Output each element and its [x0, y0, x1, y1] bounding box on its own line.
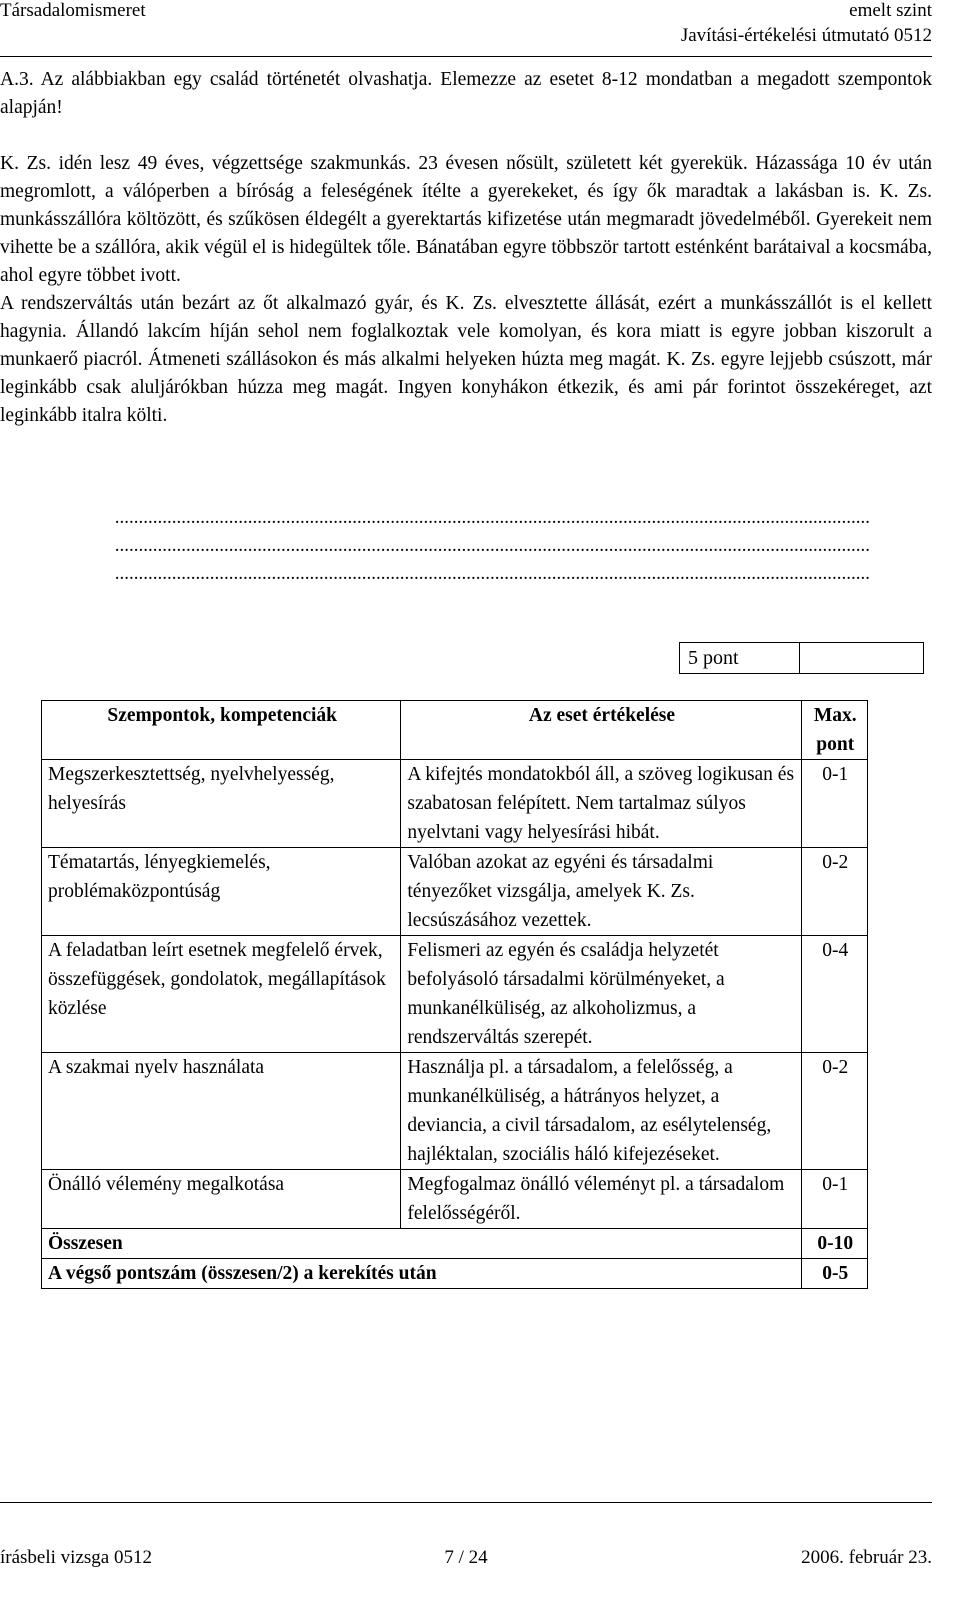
table-row — [42, 1170, 868, 1229]
evaluation-cell: Használja pl. a társadalom, a felelősség, a munkanélküliség, a hátrányos helyzet, a deviancia, a civil társadalom, az esélytelenség, hajléktalan, szociális háló kifejezéseket. — [401, 1053, 801, 1170]
answer-line-2: ............................................................................................................................................................... — [114, 535, 870, 556]
exam-code: írásbeli vizsga 0512 — [0, 1547, 152, 1568]
total-row — [42, 1229, 868, 1259]
answer-line-3: ............................................................................................................................................................... — [114, 563, 870, 584]
points-cell: 0-2 — [801, 1053, 867, 1170]
page-header — [0, 0, 932, 57]
table-row — [42, 936, 868, 1053]
points-cell: 0-1 — [801, 1170, 867, 1229]
final-score-label: A végső pontszám (összesen/2) a kerekítés után — [42, 1259, 802, 1289]
points-cell: 0-1 — [801, 760, 867, 848]
table-row — [42, 1053, 868, 1170]
task-text — [0, 66, 932, 430]
criterion-cell: Tématartás, lényegkiemelés, problémaközpontúság — [42, 848, 401, 936]
exam-date: 2006. február 23. — [801, 1547, 932, 1568]
criterion-cell: A szakmai nyelv használata — [42, 1053, 401, 1170]
table-row — [42, 760, 868, 848]
evaluation-cell: A kifejtés mondatokból áll, a szöveg logikusan és szabatosan felépített. Nem tartalmaz súlyos nyelvtani vagy helyesírási hibát. — [401, 760, 801, 848]
page-number: 7 / 24 — [444, 1547, 488, 1568]
final-score-points: 0-5 — [801, 1259, 867, 1289]
answer-line-1: ............................................................................................................................................................... — [114, 507, 870, 528]
criteria-table — [41, 700, 868, 1289]
criterion-cell: A feladatban leírt esetnek megfelelő érvek, összefüggések, gondolatok, megállapítások közlése — [42, 936, 401, 1053]
points-cell: 0-2 — [801, 848, 867, 936]
evaluation-cell: Valóban azokat az egyéni és társadalmi tényezőket vizsgálja, amelyek K. Zs. lecsúszásához vezettek. — [401, 848, 801, 936]
header-criteria: Szempontok, kompetenciák — [42, 701, 401, 760]
header-max-points: Max. pont — [801, 701, 867, 760]
score-field — [800, 643, 923, 673]
guide-title: Javítási-értékelési útmutató 0512 — [680, 25, 932, 46]
points-cell: 0-4 — [801, 936, 867, 1053]
evaluation-cell: Megfogalmaz önálló véleményt pl. a társadalom felelősségéről. — [401, 1170, 801, 1229]
page-footer — [0, 1502, 932, 1568]
final-score-row — [42, 1259, 868, 1289]
total-points: 0-10 — [801, 1229, 867, 1259]
level-label: emelt szint — [849, 0, 932, 21]
total-label: Összesen — [42, 1229, 802, 1259]
score-box — [679, 642, 924, 674]
subject-title: Társadalomismeret — [0, 0, 146, 21]
story-paragraph-2: A rendszerváltás után bezárt az őt alkalmazó gyár, és K. Zs. elvesztette állását, ezért a munkásszállót is el kellett hagynia. Állandó lakcím híján sehol nem foglalkoztak vele komolyan, és kora miatt is egyre jobban kiszorult a munkaerő piacról. Átmeneti szállásokon és más alkalmi helyeken húzta meg magát. K. Zs. egyre lejjebb csúszott, már leginkább csak aluljárókban húzza meg magát. Ingyen konyhákon étkezik, és ami pár forintot összekéreget, azt leginkább italra költi. — [0, 293, 932, 426]
task-prompt: A.3. Az alábbiakban egy család történetét olvashatja. Elemezze az esetet 8-12 mondatban a megadott szempontok alapján! — [0, 69, 932, 118]
story-paragraph-1: K. Zs. idén lesz 49 éves, végzettsége szakmunkás. 23 évesen nősült, született két gyerekük. Házassága 10 év után megromlott, a válóperben a bíróság a feleségének ítélte a gyerekeket, és így ők maradtak a lakásban is. K. Zs. munkásszállóra költözött, és szűkösen éldegélt a gyerektartás kifizetése után megmaradt jövedelméből. Gyerekeit nem vihette be a szállóra, akik végül el is hidegültek tőle. Bánatában egyre többször tartott esténként barátaival a kocsmába, ahol egyre többet ivott. — [0, 153, 932, 286]
criterion-cell: Önálló vélemény megalkotása — [42, 1170, 401, 1229]
header-evaluation: Az eset értékelése — [401, 701, 801, 760]
table-row — [42, 848, 868, 936]
score-label: 5 pont — [680, 643, 800, 673]
evaluation-cell: Felismeri az egyén és családja helyzetét befolyásoló társadalmi körülményeket, a munkanélküliség, az alkoholizmus, a rendszerváltás szerepét. — [401, 936, 801, 1053]
criterion-cell: Megszerkesztettség, nyelvhelyesség, helyesírás — [42, 760, 401, 848]
table-header-row — [42, 701, 868, 760]
